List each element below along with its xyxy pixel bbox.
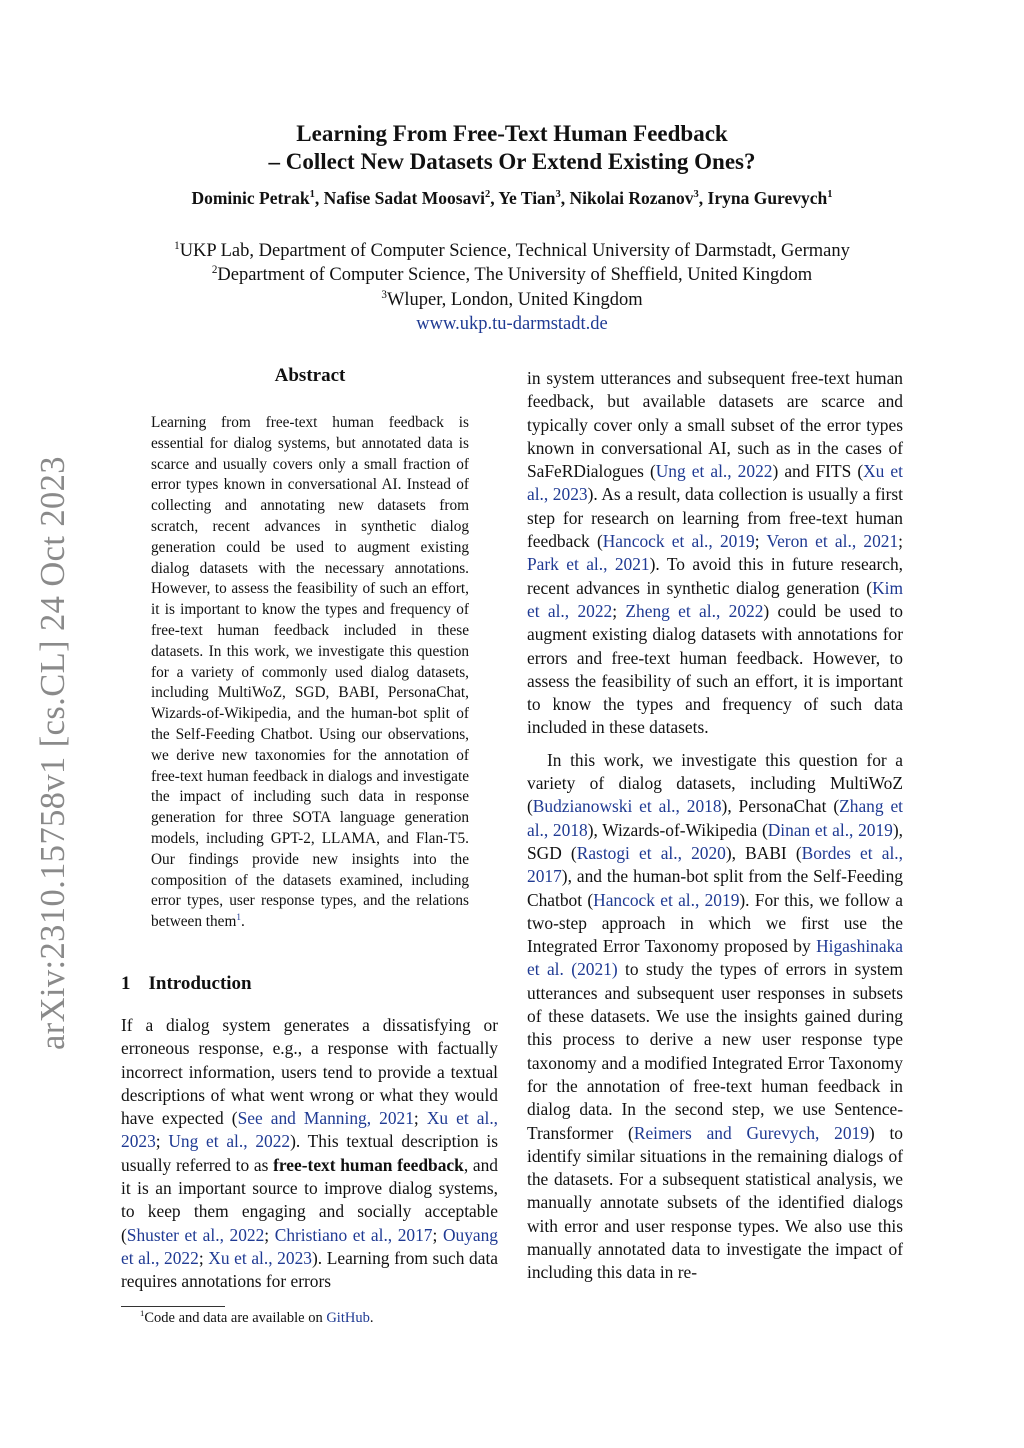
citation-link[interactable]: Ouyang et al., 2022 [121,1224,498,1268]
affiliations [0,239,1024,337]
author-name: Iryna Gurevych [707,188,828,208]
footnote-text: Code and data are available on [144,1310,327,1326]
body-text: ). This textual description is usually referred to as [121,1131,498,1175]
body-text: ), SGD ( [527,819,904,863]
citation-link[interactable]: Veron et al., 2021 [766,531,899,552]
body-text: ) to identify similar situations in the remaining dialogs of the datasets. For a subsequent statistical analysis, we manually annotate subsets of the identified dialogs with error and user response types. We also use this manually annotated data to investigate the impact of including this data in re- [527,1122,903,1283]
citation-link[interactable]: Ung et al., 2022 [655,461,773,482]
body-text: ) could be used to augment existing dialog datasets with annotations for errors and free-text human feedback. However, to assess the feasibility of such an effort, it is important to know the types and frequency of such data included in these datasets. [527,600,903,738]
footnote-number: 1 [140,1308,145,1319]
body-text: ; [155,1131,169,1152]
citation-link[interactable]: Budzianowski et al., 2018 [532,796,722,817]
abstract-heading: Abstract [274,365,346,386]
footnote-ref-link[interactable]: 1 [236,912,241,923]
body-text: ), Wizards-of-Wikipedia ( [587,819,768,840]
bold-term: free-text human feedback [273,1154,464,1175]
body-text: In this work, we investigate this question for a variety of dialog datasets, including MultiWoZ ( [527,749,903,817]
body-text: ; [264,1224,275,1245]
right-column [527,367,903,1285]
section-number: 1 [121,973,131,994]
author-affiliation-mark: 3 [693,189,699,201]
citation-link[interactable]: Ung et al., 2022 [168,1131,291,1152]
body-text: ), and the human-bot split from the Self-Feeding Chatbot ( [527,866,903,910]
citation-link[interactable]: Reimers and Gurevych, 2019 [633,1122,869,1143]
body-text: in system utterances and subsequent free-text human feedback, but available datasets are scarce and typically cover only a small subset of the error types known in conversational AI, such as in the cases of SaFeRDialogues ( [527,368,903,482]
affiliation-line [0,239,1024,263]
citation-link[interactable]: See and Manning, 2021 [237,1108,414,1129]
citation-link[interactable]: Christiano et al., 2017 [274,1224,433,1245]
abstract-text: Learning from free-text human feedback is essential for dialog systems, but annotated data is scarce and usually covers only a small fraction of error types known in conversational AI. Instead of collecting and annotating new datasets from scratch, recent advances in synthetic dialog generation could be used to augment existing dialog datasets with the necessary annotations. However, to assess the feasibility of such an effort, it is important to know the types and frequency of free-text human feedback included in these datasets. In this work, we investigate this question for a variety of commonly used dialog datasets, including MultiWoZ, SGD, BABI, PersonaChat, Wizards-of-Wikipedia, and the human-bot split of the Self-Feeding Chatbot. Using our observations, we derive new taxonomies for the annotation of free-text human feedback in dialogs and investigate the impact of including such data in response generation for three SOTA language generation models, including GPT-2, LLAMA, and Flan-T5. Our findings provide new insights into the composition of the datasets examined, including error types, user response types, and the relations between them [151,414,469,931]
body-text: ; [413,1108,427,1129]
abstract-body [151,413,469,933]
citation-link[interactable]: Zheng et al., 2022 [625,600,764,621]
author-list: Dominic Petrak$^1$, Nafise Sadat Moosavi$^2$, Ye Tian$^3$, Nikolai Rozanov$^3$, Iryna Gurevych$^1$ [191,188,833,208]
citation-link[interactable]: Park et al., 2021 [527,554,650,575]
body-text: ). As a result, data collection is usually a first step for research on learning from free-text human feedback ( [527,484,903,552]
author-affiliation-mark: 2 [484,189,491,201]
body-text: ; [198,1247,209,1268]
footnote-divider [121,1306,225,1307]
section-title: Introduction [148,973,252,994]
lab-url-link[interactable]: www.ukp.tu-darmstadt.de [416,314,608,335]
body-text: If a dialog system generates a dissatisfying or erroneous response, e.g., a response with factually incorrect information, users tend to provide a textual descriptions of what went wrong or what they would have expected ( [121,1015,498,1129]
affiliation-text: UKP Lab, Department of Computer Science, Technical University of Darmstadt, Germany [179,241,850,261]
affiliation-number: 1 [174,239,180,252]
footnote [140,1310,373,1327]
body-text: ) and FITS ( [772,461,864,482]
body-text: ; [754,531,767,552]
author-name: Nikolai Rozanov [569,188,694,208]
citation-link[interactable]: Hancock et al., 2019 [593,889,740,910]
citation-link[interactable]: Dinan et al., 2019 [767,819,893,840]
body-text: ), PersonaChat ( [721,796,840,817]
author-name: Nafise Sadat Moosavi [323,188,485,208]
abstract-end: . [240,913,245,931]
intro-paragraph-right-1 [527,367,903,740]
body-text: ; [432,1224,443,1245]
citation-link[interactable]: Kim et al., 2022 [527,577,903,621]
body-text: ; [612,600,626,621]
intro-paragraph-right-2 [527,749,903,1285]
citation-link[interactable]: Shuster et al., 2022 [126,1224,265,1245]
paper-title [0,120,1024,176]
body-text: ). Learning from such data requires annotations for errors [121,1247,498,1292]
author-name: Ye Tian [498,188,556,208]
title-line-2: – Collect New Datasets Or Extend Existing Ones? [268,149,756,174]
author-name: Dominic Petrak [191,188,310,208]
citation-link[interactable]: Xu et al., 2023 [208,1247,312,1268]
footnote-end: . [369,1310,374,1326]
body-text: ), BABI ( [725,842,802,863]
citation-link[interactable]: Xu et al., 2023 [527,461,903,505]
citation-link[interactable]: Higashinaka et al. (2021) [527,936,903,980]
affiliation-text: Wluper, London, United Kingdom [386,289,643,310]
citation-link[interactable]: Zhang et al., 2018 [527,796,904,840]
body-text: ). To avoid this in future research, recent advances in synthetic dialog generation ( [527,554,903,598]
author-affiliation-mark: 3 [555,189,561,201]
body-text: ). For this, we follow a two-step approach in which we first use the Integrated Error Taxonomy proposed by [527,889,903,957]
arxiv-identifier: arXiv:2310.15758v1 [cs.CL] 24 Oct 2023 [34,456,72,1050]
body-text: , and it is an important source to improve dialog systems, to keep them engaging and socially acceptable ( [121,1154,498,1245]
github-link[interactable]: GitHub [326,1310,370,1326]
affiliation-text: Department of Computer Science, The University of Sheffield, United Kingdom [217,265,813,286]
body-text: to study the types of errors in system utterances and subsequent user responses in subsets of these datasets. We use the insights gained during this process to derive a new user response type taxonomy and a modified Integrated Error Taxonomy for the annotation of free-text human feedback in dialog data. In the second step, we use Sentence-Transformer ( [527,959,903,1143]
affiliation-number: 3 [381,288,387,301]
citation-link[interactable]: Hancock et al., 2019 [602,531,755,552]
affiliation-line [0,263,1024,287]
affiliation-number: 2 [211,264,218,277]
title-line-1: Learning From Free-Text Human Feedback [296,121,728,146]
intro-paragraph-left [121,1014,498,1294]
body-text: ; [898,531,903,552]
section-heading-introduction [121,973,270,995]
affiliation-line [0,288,1024,312]
author-affiliation-mark: 1 [827,189,833,201]
citation-link[interactable]: Rastogi et al., 2020 [576,842,726,863]
author-affiliation-mark: 1 [309,189,315,201]
citation-link[interactable]: Xu et al., 2023 [121,1108,499,1152]
citation-link[interactable]: Bordes et al., 2017 [527,842,903,887]
